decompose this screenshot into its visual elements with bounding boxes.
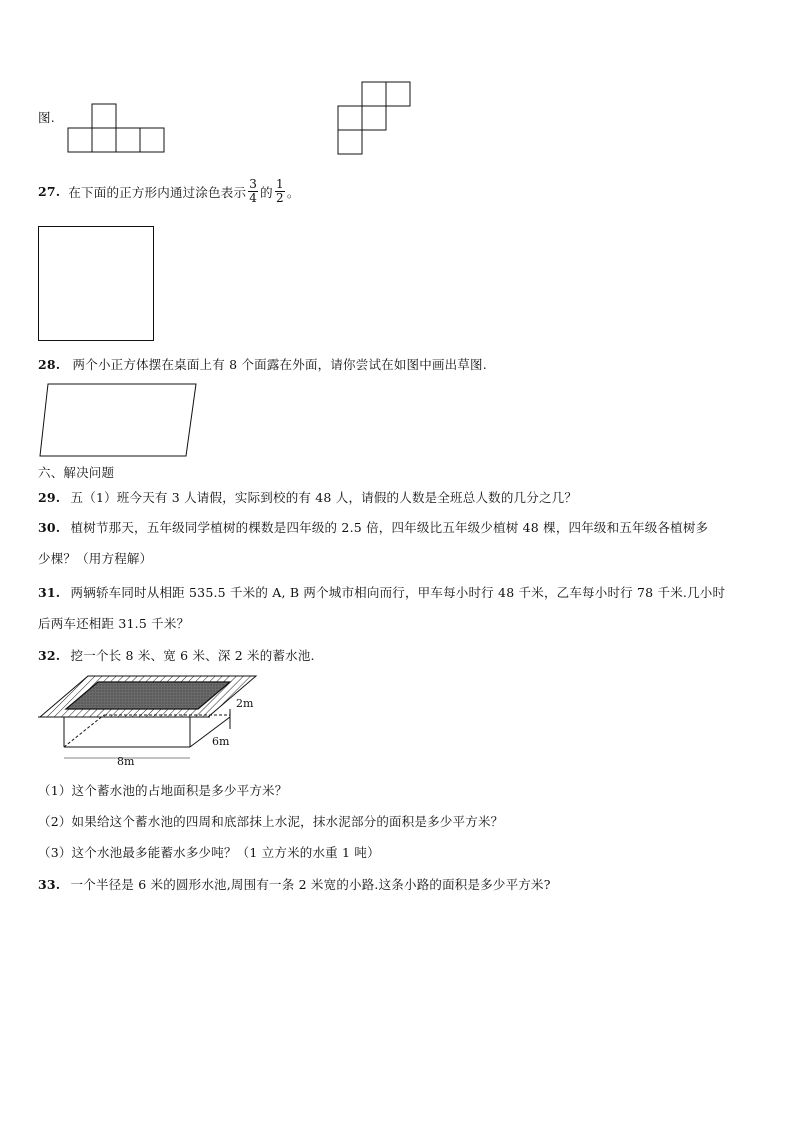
pool-depth-label: 2m	[236, 697, 254, 710]
q32-number: 32.	[38, 648, 61, 663]
q27-frac2-num: 1	[275, 177, 284, 191]
q30-number: 30.	[38, 520, 61, 535]
q32-sub1: （1）这个蓄水池的占地面积是多少平方米？	[38, 783, 288, 798]
q29-text: 五（1）班今天有 3 人请假，实际到校的有 48 人，请假的人数是全班总人数的几分之几？	[70, 490, 578, 505]
pool-width-label: 6m	[212, 735, 230, 748]
pool-hidden-edge	[64, 715, 104, 747]
q31-text-line1: 两辆轿车同时从相距 535.5 千米的 A, B 两个城市相向而行，甲车每小时行 48 千米，乙车每小时行 78 千米.几小时	[70, 585, 726, 600]
q28-number: 28.	[38, 357, 61, 372]
q27-frac2-den: 2	[275, 191, 284, 205]
q27-number: 27.	[38, 184, 61, 199]
q27-frac1-num: 3	[249, 177, 258, 191]
q27-text-post: 。	[286, 184, 300, 200]
q32-text: 挖一个长 8 米、宽 6 米、深 2 米的蓄水池.	[70, 648, 315, 663]
q27-text-mid: 的	[260, 184, 273, 200]
pool-length-label: 8m	[117, 755, 135, 768]
q27-text-pre: 在下面的正方形内通过涂色表示	[68, 184, 247, 200]
q30-text-line1: 植树节那天，五年级同学植树的棵数是四年级的 2.5 倍，四年级比五年级少植树 48 棵，四年级和五年级各植树多	[70, 520, 709, 535]
q28-text: 两个小正方体摆在桌面上有 8 个面露在外面，请你尝试在如图中画出草图.	[72, 357, 487, 372]
q33-text: 一个半径是 6 米的圆形水池,周围有一条 2 米宽的小路.这条小路的面积是多少平方米?	[70, 877, 551, 892]
q32-sub2: （2）如果给这个蓄水池的四周和底部抹上水泥，抹水泥部分的面积是多少平方米？	[38, 814, 504, 829]
q31-number: 31.	[38, 585, 61, 600]
q33-number: 33.	[38, 877, 61, 892]
q30-text-line2: 少棵？（用方程解）	[38, 551, 153, 566]
figure-label: 图.	[38, 110, 55, 125]
q29-number: 29.	[38, 490, 61, 505]
q31-text-line2: 后两车还相距 31.5 千米？	[38, 616, 190, 631]
q27-frac1-den: 4	[249, 191, 258, 205]
q32-sub3: （3）这个水池最多能蓄水多少吨？（1 立方米的水重 1 吨）	[38, 845, 380, 860]
section-title: 六、解决问题	[38, 465, 115, 480]
question-33	[38, 875, 551, 893]
